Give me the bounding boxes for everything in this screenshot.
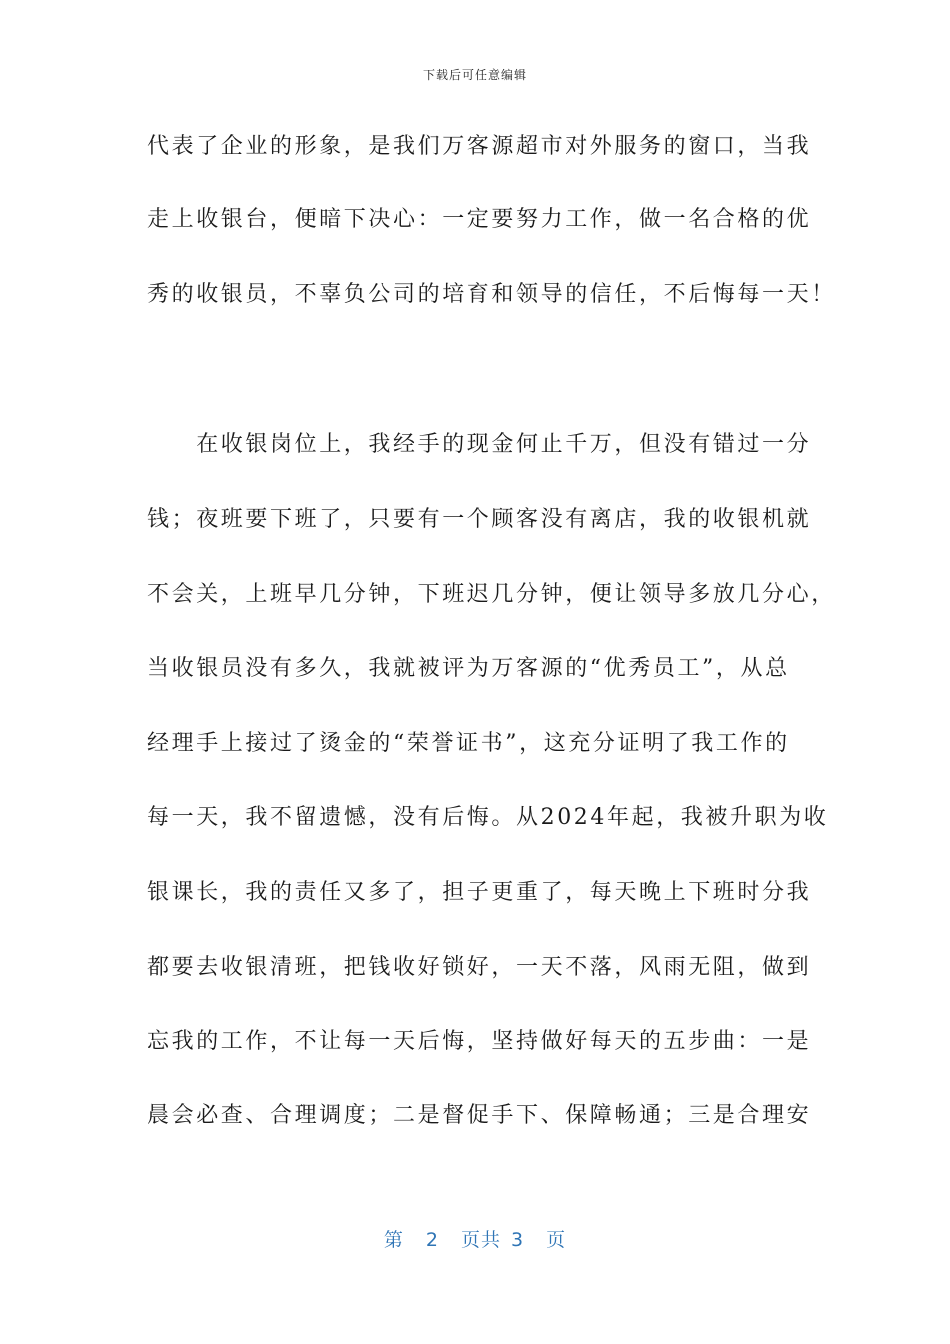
text-line: 在收银岗位上，我经手的现金何止千万，但没有错过一分 xyxy=(147,432,812,457)
page-footer xyxy=(0,1225,950,1252)
header-note: 下载后可任意编辑 xyxy=(422,68,527,82)
text-line: 忘我的工作，不让每一天后悔，坚持做好每天的五步曲：一是 xyxy=(147,1029,812,1054)
footer-middle: 页共 xyxy=(460,1229,501,1251)
footer-page-number: 2 xyxy=(425,1229,439,1251)
text-line: 经理手上接过了烫金的“荣誉证书”，这充分证明了我工作的 xyxy=(147,731,790,756)
text-line: 代表了企业的形象，是我们万客源超市对外服务的窗口，当我 xyxy=(147,134,812,159)
text-line: 钱；夜班要下班了，只要有一个顾客没有离店，我的收银机就 xyxy=(147,507,812,532)
footer-suffix: 页 xyxy=(546,1229,567,1251)
text-line: 秀的收银员，不辜负公司的培育和领导的信任，不后悔每一天！ xyxy=(147,282,836,307)
text-line: 银课长，我的责任又多了，担子更重了，每天晚上下班时分我 xyxy=(147,880,812,905)
footer-total-pages: 3 xyxy=(511,1229,525,1251)
text-line: 都要去收银清班，把钱收好锁好，一天不落，风雨无阻，做到 xyxy=(147,955,812,980)
text-line: 晨会必查、合理调度；二是督促手下、保障畅通；三是合理安 xyxy=(147,1103,812,1128)
text-line: 不会关，上班早几分钟，下班迟几分钟，便让领导多放几分心， xyxy=(147,582,836,607)
text-line: 当收银员没有多久，我就被评为万客源的“优秀员工”，从总 xyxy=(147,656,790,681)
footer-prefix: 第 xyxy=(383,1229,404,1251)
text-line: 每一天，我不留遗憾，没有后悔。从2024年起，我被升职为收 xyxy=(147,805,829,830)
text-line: 走上收银台，便暗下决心：一定要努力工作，做一名合格的优 xyxy=(147,207,812,232)
